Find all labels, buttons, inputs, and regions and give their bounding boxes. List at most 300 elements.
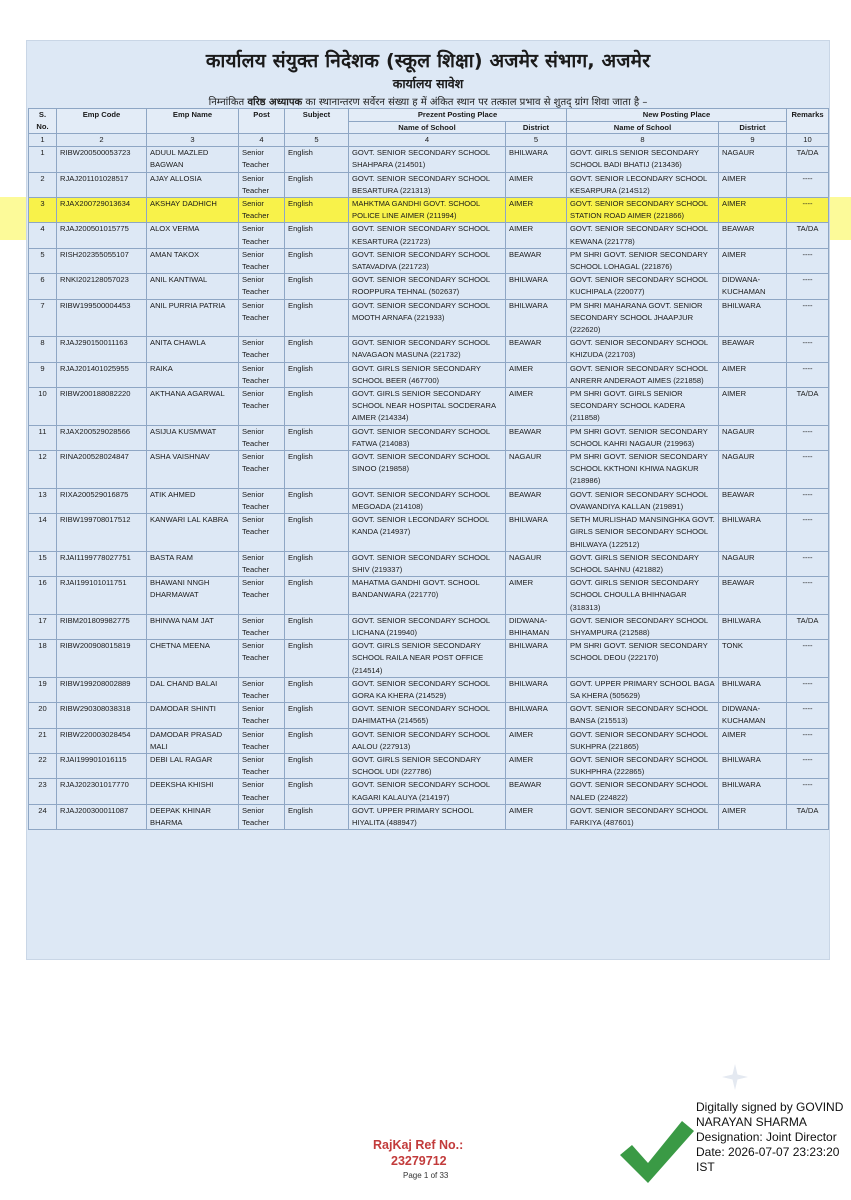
cell-present-school: GOVT. GIRLS SENIOR SECONDARY SCHOOL NEAR HOSPITAL SOCDERARA AIMER (214334) bbox=[349, 388, 506, 426]
cell-emp-name: DEBI LAL RAGAR bbox=[147, 753, 239, 778]
cell-present-district: BHILWARA bbox=[506, 274, 567, 299]
office-title: कार्यालय संयुक्त निदेशक (स्कूल शिक्षा) अजमेर संभाग, अजमेर bbox=[205, 50, 651, 72]
cell-new-district: BHILWARA bbox=[719, 299, 787, 337]
cell-subject: English bbox=[285, 451, 349, 489]
cell-post: Senior Teacher bbox=[239, 728, 285, 753]
cell-subject: English bbox=[285, 147, 349, 172]
cell-subject: English bbox=[285, 223, 349, 248]
cell-sno: 8 bbox=[29, 337, 57, 362]
cell-present-district: BEAWAR bbox=[506, 248, 567, 273]
th-emp-name: Emp Name bbox=[147, 109, 239, 134]
cell-present-school: GOVT. UPPER PRIMARY SCHOOL HIYALITA (488947) bbox=[349, 804, 506, 829]
cell-new-district: NAGAUR bbox=[719, 425, 787, 450]
cell-remarks: TA/DA bbox=[787, 388, 829, 426]
cell-post: Senior Teacher bbox=[239, 147, 285, 172]
cell-present-school: GOVT. SENIOR SECONDARY SCHOOL SHIV (219337) bbox=[349, 551, 506, 576]
cell-present-district: BEAWAR bbox=[506, 488, 567, 513]
cell-emp-code: RJAI1199778027751 bbox=[57, 551, 147, 576]
cell-new-district: DIDWANA-KUCHAMAN bbox=[719, 703, 787, 728]
cell-present-district: AIMER bbox=[506, 753, 567, 778]
cell-emp-code: RIBW199500004453 bbox=[57, 299, 147, 337]
cell-new-district: AIMER bbox=[719, 172, 787, 197]
cell-emp-code: RNKI202128057023 bbox=[57, 274, 147, 299]
cell-new-district: BEAWAR bbox=[719, 223, 787, 248]
cell-new-school: PM SHRI GOVT. SENIOR SECONDARY SCHOOL DEOU (222170) bbox=[567, 640, 719, 678]
cell-remarks: ---- bbox=[787, 514, 829, 552]
cell-emp-code: RIBW199208002889 bbox=[57, 677, 147, 702]
cell-emp-name: AKTHANA AGARWAL bbox=[147, 388, 239, 426]
cell-present-district: BEAWAR bbox=[506, 779, 567, 804]
cell-new-school: PM SHRI GOVT. SENIOR SECONDARY SCHOOL KAHRI NAGAUR (219963) bbox=[567, 425, 719, 450]
cell-new-school: GOVT. SENIOR LECONDARY SCHOOL KESARPURA (214S12) bbox=[567, 172, 719, 197]
order-subtitle: कार्यालय सावेश bbox=[392, 76, 464, 91]
cell-emp-code: RIXA200529016875 bbox=[57, 488, 147, 513]
cell-emp-code: RISH202355055107 bbox=[57, 248, 147, 273]
cell-present-school: GOVT. SENIOR SECONDARY SCHOOL KESARTURA (221723) bbox=[349, 223, 506, 248]
cell-subject: English bbox=[285, 198, 349, 223]
cell-remarks: ---- bbox=[787, 728, 829, 753]
cell-post: Senior Teacher bbox=[239, 337, 285, 362]
cell-remarks: ---- bbox=[787, 248, 829, 273]
cell-sno: 15 bbox=[29, 551, 57, 576]
th-post: Post bbox=[239, 109, 285, 134]
cell-new-school: GOVT. SENIOR SECONDARY SCHOOL FARKIYA (487601) bbox=[567, 804, 719, 829]
cell-emp-name: DEEKSHA KHISHI bbox=[147, 779, 239, 804]
cell-emp-name: KANWARI LAL KABRA bbox=[147, 514, 239, 552]
cell-emp-name: ASIJUA KUSMWAT bbox=[147, 425, 239, 450]
cell-remarks: ---- bbox=[787, 488, 829, 513]
table-row bbox=[29, 804, 829, 829]
cell-emp-name: AKSHAY DADHICH bbox=[147, 198, 239, 223]
cell-present-district: AIMER bbox=[506, 388, 567, 426]
document-header bbox=[27, 47, 829, 108]
cell-emp-code: RIBM201809982775 bbox=[57, 614, 147, 639]
cell-emp-code: RJAI199901016115 bbox=[57, 753, 147, 778]
order-intro bbox=[27, 94, 829, 108]
cell-emp-name: AMAN TAKOX bbox=[147, 248, 239, 273]
cell-subject: English bbox=[285, 299, 349, 337]
cell-new-district: BHILWARA bbox=[719, 677, 787, 702]
cell-remarks: ---- bbox=[787, 274, 829, 299]
table-row bbox=[29, 514, 829, 552]
cell-post: Senior Teacher bbox=[239, 451, 285, 489]
cell-post: Senior Teacher bbox=[239, 274, 285, 299]
table-row bbox=[29, 728, 829, 753]
cell-subject: English bbox=[285, 753, 349, 778]
cell-new-school: PM SHRI GOVT. SENIOR SECONDARY SCHOOL LOHAGAL (221876) bbox=[567, 248, 719, 273]
cell-sno: 3 bbox=[29, 198, 57, 223]
cell-present-school: GOVT. SENIOR SECONDARY SCHOOL AALOU (227913) bbox=[349, 728, 506, 753]
cell-new-district: AIMER bbox=[719, 198, 787, 223]
cell-present-district: AIMER bbox=[506, 804, 567, 829]
intro-post: का स्थानान्तरण सर्वेरन संख्या ह में अंकित स्थान पर तत्काल प्रभाव से शुतद्‌ ग्रांग शिवा जाता है – bbox=[305, 97, 648, 108]
cell-emp-code: RIBW199708017512 bbox=[57, 514, 147, 552]
table-row bbox=[29, 451, 829, 489]
cell-remarks: TA/DA bbox=[787, 614, 829, 639]
cell-post: Senior Teacher bbox=[239, 488, 285, 513]
cell-sno: 12 bbox=[29, 451, 57, 489]
cell-new-district: AIMER bbox=[719, 362, 787, 387]
th-new-posting: New Posting Place bbox=[567, 109, 787, 122]
cell-present-school: GOVT. SENIOR SECONDARY SCHOOL KAGARI KALAUYA (214197) bbox=[349, 779, 506, 804]
cell-remarks: ---- bbox=[787, 640, 829, 678]
cell-present-district: AIMER bbox=[506, 223, 567, 248]
cell-sno: 10 bbox=[29, 388, 57, 426]
cell-present-school: GOVT. SENIOR SECONDARY SCHOOL LICHANA (219940) bbox=[349, 614, 506, 639]
cell-emp-code: RIBW220003028454 bbox=[57, 728, 147, 753]
cell-sno: 7 bbox=[29, 299, 57, 337]
th-present-school: Name of School bbox=[349, 121, 506, 134]
cell-subject: English bbox=[285, 274, 349, 299]
table-row bbox=[29, 223, 829, 248]
cell-sno: 21 bbox=[29, 728, 57, 753]
cell-present-school: GOVT. GIRLS SENIOR SECONDARY SCHOOL UDI (227786) bbox=[349, 753, 506, 778]
sparkle-icon bbox=[720, 1062, 750, 1092]
cell-new-district: BHILWARA bbox=[719, 514, 787, 552]
cell-present-district: BEAWAR bbox=[506, 425, 567, 450]
digital-signature bbox=[696, 1100, 851, 1175]
signature-line-3: Designation: Joint Director bbox=[696, 1130, 837, 1144]
cell-sno: 24 bbox=[29, 804, 57, 829]
cell-post: Senior Teacher bbox=[239, 299, 285, 337]
cell-new-school: GOVT. SENIOR SECONDARY SCHOOL KEWANA (221778) bbox=[567, 223, 719, 248]
column-number-row bbox=[29, 134, 829, 147]
signature-line-5: IST bbox=[696, 1160, 715, 1174]
cell-present-district: NAGAUR bbox=[506, 551, 567, 576]
th-new-district: District bbox=[719, 121, 787, 134]
cell-emp-code: RJAJ201401025955 bbox=[57, 362, 147, 387]
cell-new-school: GOVT. GIRLS SENIOR SECONDARY SCHOOL SAHNU (421882) bbox=[567, 551, 719, 576]
cell-sno: 9 bbox=[29, 362, 57, 387]
cell-present-school: GOVT. SENIOR SECONDARY SCHOOL SATAVADIVA (221723) bbox=[349, 248, 506, 273]
cell-present-school: GOVT. SENIOR SECONDARY SCHOOL MOOTH ARNAFA (221933) bbox=[349, 299, 506, 337]
cell-emp-code: RJAX200729013634 bbox=[57, 198, 147, 223]
cell-emp-code: RIBW290308038318 bbox=[57, 703, 147, 728]
table-row bbox=[29, 172, 829, 197]
cell-sno: 2 bbox=[29, 172, 57, 197]
cell-subject: English bbox=[285, 425, 349, 450]
column-number: 8 bbox=[567, 134, 719, 147]
cell-new-school: GOVT. GIRLS SENIOR SECONDARY SCHOOL BADI BHATIJ (213436) bbox=[567, 147, 719, 172]
column-number: 5 bbox=[285, 134, 349, 147]
cell-new-district: TONK bbox=[719, 640, 787, 678]
cell-new-school: GOVT. SENIOR SECONDARY SCHOOL ANRERR ANDERAOT AIMES (221858) bbox=[567, 362, 719, 387]
cell-post: Senior Teacher bbox=[239, 703, 285, 728]
cell-remarks: ---- bbox=[787, 172, 829, 197]
cell-sno: 4 bbox=[29, 223, 57, 248]
cell-new-school: GOVT. SENIOR SECONDARY SCHOOL STATION ROAD AIMER (221866) bbox=[567, 198, 719, 223]
cell-remarks: ---- bbox=[787, 198, 829, 223]
cell-new-district: BHILWARA bbox=[719, 753, 787, 778]
cell-emp-code: RJAJ200501015775 bbox=[57, 223, 147, 248]
cell-new-school: GOVT. SENIOR SECONDARY SCHOOL OVAWANDIYA KALLAN (219891) bbox=[567, 488, 719, 513]
cell-new-district: NAGAUR bbox=[719, 451, 787, 489]
column-number: 4 bbox=[349, 134, 506, 147]
cell-new-district: AIMER bbox=[719, 804, 787, 829]
cell-subject: English bbox=[285, 248, 349, 273]
cell-subject: English bbox=[285, 614, 349, 639]
cell-new-district: BHILWARA bbox=[719, 614, 787, 639]
cell-remarks: ---- bbox=[787, 577, 829, 615]
column-number: 3 bbox=[147, 134, 239, 147]
th-remarks: Remarks bbox=[787, 109, 829, 134]
cell-sno: 5 bbox=[29, 248, 57, 273]
cell-present-district: BHILWARA bbox=[506, 677, 567, 702]
cell-new-school: GOVT. SENIOR SECONDARY SCHOOL NALED (224822) bbox=[567, 779, 719, 804]
th-subject: Subject bbox=[285, 109, 349, 134]
cell-post: Senior Teacher bbox=[239, 388, 285, 426]
cell-remarks: ---- bbox=[787, 753, 829, 778]
cell-present-district: AIMER bbox=[506, 728, 567, 753]
intro-bold: वरिष्ठ अध्यापक bbox=[247, 97, 303, 108]
cell-remarks: TA/DA bbox=[787, 804, 829, 829]
table-row bbox=[29, 198, 829, 223]
table-row bbox=[29, 388, 829, 426]
cell-emp-name: ASHA VAISHNAV bbox=[147, 451, 239, 489]
cell-new-school: GOVT. SENIOR SECONDARY SCHOOL SHYAMPURA (212588) bbox=[567, 614, 719, 639]
table-row bbox=[29, 488, 829, 513]
cell-subject: English bbox=[285, 337, 349, 362]
cell-present-district: BHILWARA bbox=[506, 147, 567, 172]
cell-post: Senior Teacher bbox=[239, 677, 285, 702]
cell-subject: English bbox=[285, 779, 349, 804]
table-row bbox=[29, 577, 829, 615]
table-row bbox=[29, 248, 829, 273]
cell-emp-code: RJAJ200300011087 bbox=[57, 804, 147, 829]
cell-remarks: ---- bbox=[787, 425, 829, 450]
table-row bbox=[29, 551, 829, 576]
cell-sno: 13 bbox=[29, 488, 57, 513]
cell-new-school: GOVT. SENIOR SECONDARY SCHOOL KHIZUDA (221703) bbox=[567, 337, 719, 362]
cell-post: Senior Teacher bbox=[239, 577, 285, 615]
th-new-school: Name of School bbox=[567, 121, 719, 134]
cell-new-district: AIMER bbox=[719, 388, 787, 426]
cell-present-district: AIMER bbox=[506, 362, 567, 387]
cell-new-district: BEAWAR bbox=[719, 337, 787, 362]
cell-present-school: GOVT. GIRLS SENIOR SECONDARY SCHOOL RAILA NEAR POST OFFICE (214514) bbox=[349, 640, 506, 678]
cell-present-school: GOVT. GIRLS SENIOR SECONDARY SCHOOL BEER (467700) bbox=[349, 362, 506, 387]
cell-emp-name: BHAWANI NNGH DHARMAWAT bbox=[147, 577, 239, 615]
cell-emp-code: RINA200528024847 bbox=[57, 451, 147, 489]
th-emp-code: Emp Code bbox=[57, 109, 147, 134]
cell-remarks: ---- bbox=[787, 337, 829, 362]
cell-post: Senior Teacher bbox=[239, 779, 285, 804]
cell-sno: 18 bbox=[29, 640, 57, 678]
cell-emp-code: RJAJ201101028517 bbox=[57, 172, 147, 197]
cell-subject: English bbox=[285, 388, 349, 426]
cell-sno: 17 bbox=[29, 614, 57, 639]
cell-sno: 19 bbox=[29, 677, 57, 702]
page-indicator: Page 1 of 33 bbox=[403, 1171, 449, 1180]
cell-remarks: ---- bbox=[787, 779, 829, 804]
cell-new-district: BHILWARA bbox=[719, 779, 787, 804]
cell-new-district: BEAWAR bbox=[719, 488, 787, 513]
table-row bbox=[29, 337, 829, 362]
table-row bbox=[29, 703, 829, 728]
cell-present-district: AIMER bbox=[506, 577, 567, 615]
cell-emp-name: BHINWA NAM JAT bbox=[147, 614, 239, 639]
cell-emp-code: RJAJ202301017770 bbox=[57, 779, 147, 804]
cell-subject: English bbox=[285, 677, 349, 702]
cell-emp-code: RJAX200529028566 bbox=[57, 425, 147, 450]
cell-emp-name: DAL CHAND BALAI bbox=[147, 677, 239, 702]
document-sheet bbox=[26, 40, 830, 960]
cell-sno: 22 bbox=[29, 753, 57, 778]
cell-sno: 20 bbox=[29, 703, 57, 728]
cell-new-school: GOVT. GIRLS SENIOR SECONDARY SCHOOL CHOULLA BHIHNAGAR (318313) bbox=[567, 577, 719, 615]
cell-emp-name: ANITA CHAWLA bbox=[147, 337, 239, 362]
cell-new-school: PM SHRI MAHARANA GOVT. SENIOR SECONDARY SCHOOL JHAAPJUR (222620) bbox=[567, 299, 719, 337]
cell-new-school: GOVT. SENIOR SECONDARY SCHOOL SUKHPRA (221865) bbox=[567, 728, 719, 753]
cell-emp-name: CHETNA MEENA bbox=[147, 640, 239, 678]
cell-new-district: NAGAUR bbox=[719, 551, 787, 576]
table-row bbox=[29, 614, 829, 639]
header-row-1 bbox=[29, 109, 829, 122]
signature-check-icon bbox=[616, 1115, 696, 1187]
cell-subject: English bbox=[285, 172, 349, 197]
cell-new-district: BEAWAR bbox=[719, 577, 787, 615]
cell-emp-name: DEEPAK KHINAR BHARMA bbox=[147, 804, 239, 829]
cell-remarks: ---- bbox=[787, 551, 829, 576]
cell-emp-code: RJAJ290150011163 bbox=[57, 337, 147, 362]
signature-line-2: NARAYAN SHARMA bbox=[696, 1115, 807, 1129]
cell-present-district: BHILWARA bbox=[506, 703, 567, 728]
cell-subject: English bbox=[285, 703, 349, 728]
cell-remarks: TA/DA bbox=[787, 147, 829, 172]
cell-new-school: GOVT. UPPER PRIMARY SCHOOL BAGA SA KHERA (505629) bbox=[567, 677, 719, 702]
cell-emp-name: ADUUL MAZLED BAGWAN bbox=[147, 147, 239, 172]
cell-post: Senior Teacher bbox=[239, 362, 285, 387]
cell-present-school: GOVT. SENIOR SECONDARY SCHOOL NAVAGAON MASUNA (221732) bbox=[349, 337, 506, 362]
cell-present-school: GOVT. SENIOR SECONDARY SCHOOL DAHIMATHA (214565) bbox=[349, 703, 506, 728]
table-row bbox=[29, 299, 829, 337]
cell-new-district: AIMER bbox=[719, 728, 787, 753]
cell-emp-name: DAMODAR PRASAD MALI bbox=[147, 728, 239, 753]
cell-emp-name: ATIK AHMED bbox=[147, 488, 239, 513]
cell-present-school: GOVT. SENIOR SECONDARY SCHOOL FATWA (214083) bbox=[349, 425, 506, 450]
cell-remarks: ---- bbox=[787, 703, 829, 728]
cell-present-school: GOVT. SENIOR SECONDARY SCHOOL SHAHPARA (214501) bbox=[349, 147, 506, 172]
table-row bbox=[29, 274, 829, 299]
th-present-posting: Prezent Posting Place bbox=[349, 109, 567, 122]
cell-emp-name: BASTA RAM bbox=[147, 551, 239, 576]
cell-new-school: GOVT. SENIOR SECONDARY SCHOOL KUCHIPALA (220077) bbox=[567, 274, 719, 299]
column-number: 4 bbox=[239, 134, 285, 147]
cell-subject: English bbox=[285, 640, 349, 678]
table-row bbox=[29, 779, 829, 804]
cell-post: Senior Teacher bbox=[239, 753, 285, 778]
th-sno: S. No. bbox=[29, 109, 57, 134]
cell-emp-name: DAMODAR SHINTI bbox=[147, 703, 239, 728]
column-number: 9 bbox=[719, 134, 787, 147]
column-number: 1 bbox=[29, 134, 57, 147]
signature-line-4: Date: 2026-07-07 23:23:20 bbox=[696, 1145, 840, 1159]
cell-post: Senior Teacher bbox=[239, 248, 285, 273]
cell-subject: English bbox=[285, 488, 349, 513]
cell-post: Senior Teacher bbox=[239, 223, 285, 248]
cell-present-school: MAHATMA GANDHI GOVT. SCHOOL BANDANWARA (221770) bbox=[349, 577, 506, 615]
cell-post: Senior Teacher bbox=[239, 551, 285, 576]
cell-subject: English bbox=[285, 514, 349, 552]
cell-emp-code: RIBW200908015819 bbox=[57, 640, 147, 678]
cell-present-school: GOVT. SENIOR SECONDARY SCHOOL ROOPPURA TEHNAL (502637) bbox=[349, 274, 506, 299]
table-row bbox=[29, 640, 829, 678]
cell-sno: 6 bbox=[29, 274, 57, 299]
cell-sno: 16 bbox=[29, 577, 57, 615]
rajkaj-ref-label: RajKaj Ref No.: bbox=[373, 1138, 464, 1152]
table-body bbox=[29, 147, 829, 830]
cell-present-school: GOVT. SENIOR LECONDARY SCHOOL KANDA (214937) bbox=[349, 514, 506, 552]
cell-post: Senior Teacher bbox=[239, 172, 285, 197]
cell-emp-code: RIBW200500053723 bbox=[57, 147, 147, 172]
cell-new-school: PM SHRI GOVT. GIRLS SENIOR SECONDARY SCHOOL KADERA (211858) bbox=[567, 388, 719, 426]
cell-subject: English bbox=[285, 362, 349, 387]
cell-present-school: MAHKTMA GANDHI GOVT. SCHOOL POLICE LINE AIMER (211994) bbox=[349, 198, 506, 223]
intro-pre: निम्नांकित bbox=[208, 97, 245, 108]
column-number: 10 bbox=[787, 134, 829, 147]
cell-post: Senior Teacher bbox=[239, 425, 285, 450]
cell-remarks: ---- bbox=[787, 677, 829, 702]
cell-emp-code: RIBW200188082220 bbox=[57, 388, 147, 426]
cell-subject: English bbox=[285, 551, 349, 576]
table-row bbox=[29, 147, 829, 172]
cell-post: Senior Teacher bbox=[239, 614, 285, 639]
transfer-table bbox=[28, 108, 829, 830]
cell-new-district: AIMER bbox=[719, 248, 787, 273]
table-row bbox=[29, 362, 829, 387]
cell-remarks: TA/DA bbox=[787, 223, 829, 248]
cell-emp-name: AJAY ALLOSIA bbox=[147, 172, 239, 197]
cell-present-school: GOVT. SENIOR SECONDARY SCHOOL SINOO (219858) bbox=[349, 451, 506, 489]
cell-new-school: PM SHRI GOVT. SENIOR SECONDARY SCHOOL KKTHONI KHIWA NAGKUR (218986) bbox=[567, 451, 719, 489]
cell-remarks: ---- bbox=[787, 299, 829, 337]
cell-emp-name: ANIL KANTIWAL bbox=[147, 274, 239, 299]
cell-new-district: DIDWANA-KUCHAMAN bbox=[719, 274, 787, 299]
table-row bbox=[29, 425, 829, 450]
cell-remarks: ---- bbox=[787, 451, 829, 489]
cell-present-district: AIMER bbox=[506, 172, 567, 197]
signature-line-1: Digitally signed by GOVIND bbox=[696, 1100, 844, 1114]
cell-present-school: GOVT. SENIOR SECONDARY SCHOOL MEGOADA (214108) bbox=[349, 488, 506, 513]
cell-present-school: GOVT. SENIOR SECONDARY SCHOOL GORA KA KHERA (214529) bbox=[349, 677, 506, 702]
cell-present-district: AIMER bbox=[506, 198, 567, 223]
cell-present-school: GOVT. SENIOR SECONDARY SCHOOL BESARTURA (221313) bbox=[349, 172, 506, 197]
cell-present-district: BHILWARA bbox=[506, 640, 567, 678]
cell-post: Senior Teacher bbox=[239, 514, 285, 552]
cell-present-district: BHILWARA bbox=[506, 514, 567, 552]
cell-subject: English bbox=[285, 804, 349, 829]
cell-emp-name: RAIKA bbox=[147, 362, 239, 387]
cell-emp-name: ALOX VERMA bbox=[147, 223, 239, 248]
cell-present-district: DIDWANA-BHIHAMAN bbox=[506, 614, 567, 639]
cell-new-school: GOVT. SENIOR SECONDARY SCHOOL SUKHPHRA (222865) bbox=[567, 753, 719, 778]
cell-post: Senior Teacher bbox=[239, 198, 285, 223]
cell-sno: 23 bbox=[29, 779, 57, 804]
cell-subject: English bbox=[285, 728, 349, 753]
rajkaj-ref-number: 23279712 bbox=[391, 1154, 447, 1168]
cell-present-district: BEAWAR bbox=[506, 337, 567, 362]
cell-sno: 11 bbox=[29, 425, 57, 450]
cell-present-district: NAGAUR bbox=[506, 451, 567, 489]
cell-new-school: SETH MURLISHAD MANSINGHKA GOVT. GIRLS SENIOR SECONDARY SCHOOL BHILWAYA (122512) bbox=[567, 514, 719, 552]
column-number: 5 bbox=[506, 134, 567, 147]
cell-present-district: BHILWARA bbox=[506, 299, 567, 337]
cell-new-district: NAGAUR bbox=[719, 147, 787, 172]
cell-subject: English bbox=[285, 577, 349, 615]
cell-emp-code: RJAI199101011751 bbox=[57, 577, 147, 615]
cell-new-school: GOVT. SENIOR SECONDARY SCHOOL BANSA (215513) bbox=[567, 703, 719, 728]
table-row bbox=[29, 753, 829, 778]
